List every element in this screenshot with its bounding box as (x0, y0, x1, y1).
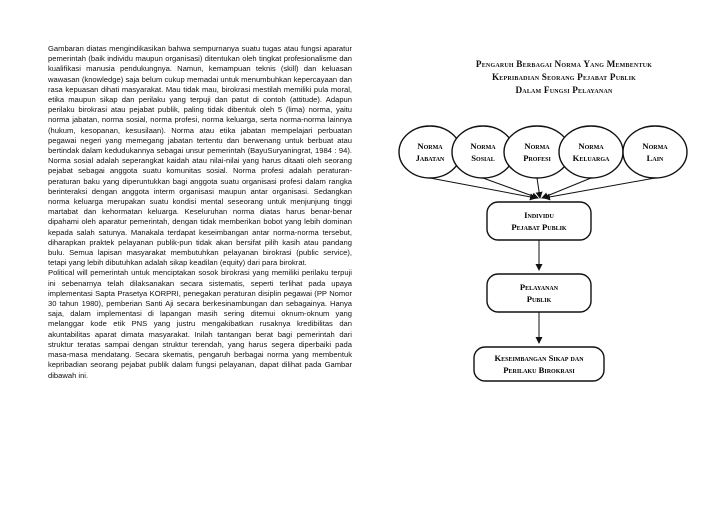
individu-label-1: Individu (524, 210, 554, 220)
norm-lain-label-1: Norma (642, 141, 668, 151)
norm-jabatan-label-1: Norma (417, 141, 443, 151)
norm-keluarga-node (559, 126, 623, 178)
diagram-title-line-1: Pengaruh Berbagai Norma Yang Membentuk (475, 59, 653, 69)
arrow-keluarga (542, 178, 591, 198)
norm-profesi-label-1: Norma (524, 141, 550, 151)
arrow-profesi (537, 178, 540, 198)
arrow-jabatan (430, 178, 536, 198)
norm-profesi-label-2: Profesi (523, 153, 551, 163)
individu-node (487, 202, 591, 240)
norm-keluarga-label-1: Norma (578, 141, 604, 151)
pelayanan-node (487, 274, 591, 312)
norm-keluarga-label-2: Keluarga (572, 153, 610, 163)
norm-lain-node (623, 126, 687, 178)
pelayanan-label-2: Publik (526, 294, 552, 304)
keseimbangan-label-2: Perilaku Birokrasi (503, 365, 575, 375)
diagram-title-line-2: Kepribadian Seorang Pejabat Publik (491, 72, 637, 82)
pelayanan-label-1: Pelayanan (519, 282, 559, 292)
norm-lain-label-2: Lain (646, 153, 664, 163)
diagram-title-line-3: Dalam Fungsi Pelayanan (515, 85, 613, 95)
norm-sosial-label-1: Norma (470, 141, 496, 151)
paragraph: Political will pemerintah untuk menciptakan sosok birokrasi yang memiliki perilaku terpuji ini sebenarnya telah dilaksanakan secara sistematis, seperti terlihat pada upaya implementasi Sapta Prasetya KORPRI, penegakan peraturan disiplin pegawai (PP Nomor 30 tahun 1980), pemberian Santi Aji secara berkesinambungan dan sebagainya. Hanya saja, dalam implementasi di lapangan masih sering ditemui oknum-oknum yang melanggar kode etik PNS yang justru mengakibatkan rusaknya kredibilitas dan akuntabilitas aparat dimata masyarakat. Inilah tantangan berat bagi pemerintah dari struktur teratas sampai dengan struktur terendah, yang harus segera diperbaiki pada masa-masa mendatang. Secara skematis, pengaruh berbagai norma yang membentuk kepribadian seorang pejabat publik dalam fungsi pelayanan, dapat dilihat pada Gambar dibawah ini. (48, 268, 352, 380)
norm-sosial-label-2: Sosial (471, 153, 495, 163)
paragraph: Gambaran diatas mengindikasikan bahwa sempurnanya suatu tugas atau fungsi aparatur pemerintah (baik individu maupun organisasi) ditentukan oleh tingkat profesionalisme dan kualifikasi manusia pendukungnya. Namun, kemampuan teknis (skill) dan keluasan wawasan (knowledge) saja belum cukup memadai untuk menumbuhkan kepercayaan dan rasa kepuasan dihati masyarakat. Mau tidak mau, birokrasi mestilah memiliki pula moral, etika maupun sikap dan perilaku yang terpuji dan patut di contoh (attitude). Adapun perilaku birokrasi atau pejabat publik, paling tidak dibentuk oleh 5 (lima) norma, yaitu norma jabatan, norma sosial, norma profesi, norma keluarga, serta norma-norma lainnya (hukum, kesopanan, kesusilaan). Norma atau etika jabatan mempelajari perbuatan pegawai negeri yang memegang jabatan tertentu dan berwenang untuk berbuat atau bertindak dalam kedudukannya sebagai unsur pemerintah (BayuSuryaningrat, 1984 : 94). Norma sosial adalah seperangkat kaidah atau nilai-nilai yang harus ditaati oleh seorang pejabat sebagai anggota suatu komunitas sosial. Norma profesi adalah peraturan-peraturan baku yang diperuntukkan bagi anggota suatu organisasi profesi dalam rangka berinteraksi dengan anggota interm organisasi maupun antar organisasi. Sedangkan norma keluarga merupakan suatu kondisi mental seseorang untuk menjunjung tinggi martabat dan kehormatan keluarga. Keseluruhan norma diatas harus benar-benar dipahami oleh aparatur pemerintah, dengan tidak memberikan bobot yang lebih dominan kepada salah satunya. Manakala terdapat keseimbangan antar norma-norma tersebut, diharapkan praktek pelayanan publik-pun tidak akan bersifat pilih kasih atau pandang bulu. Semua lapisan masyarakat membutuhkan pelayanan birokrasi (public service), tetapi yang lebih dibutuhkan adalah sikap keadilan (equity) dari para birokrat. (48, 44, 352, 268)
arrow-sosial (483, 178, 538, 198)
norm-jabatan-label-2: Jabatan (415, 153, 445, 163)
individu-label-2: Pejabat Publik (511, 222, 567, 232)
arrow-lain (544, 178, 655, 198)
keseimbangan-label-1: Keseimbangan Sikap dan (494, 353, 584, 363)
